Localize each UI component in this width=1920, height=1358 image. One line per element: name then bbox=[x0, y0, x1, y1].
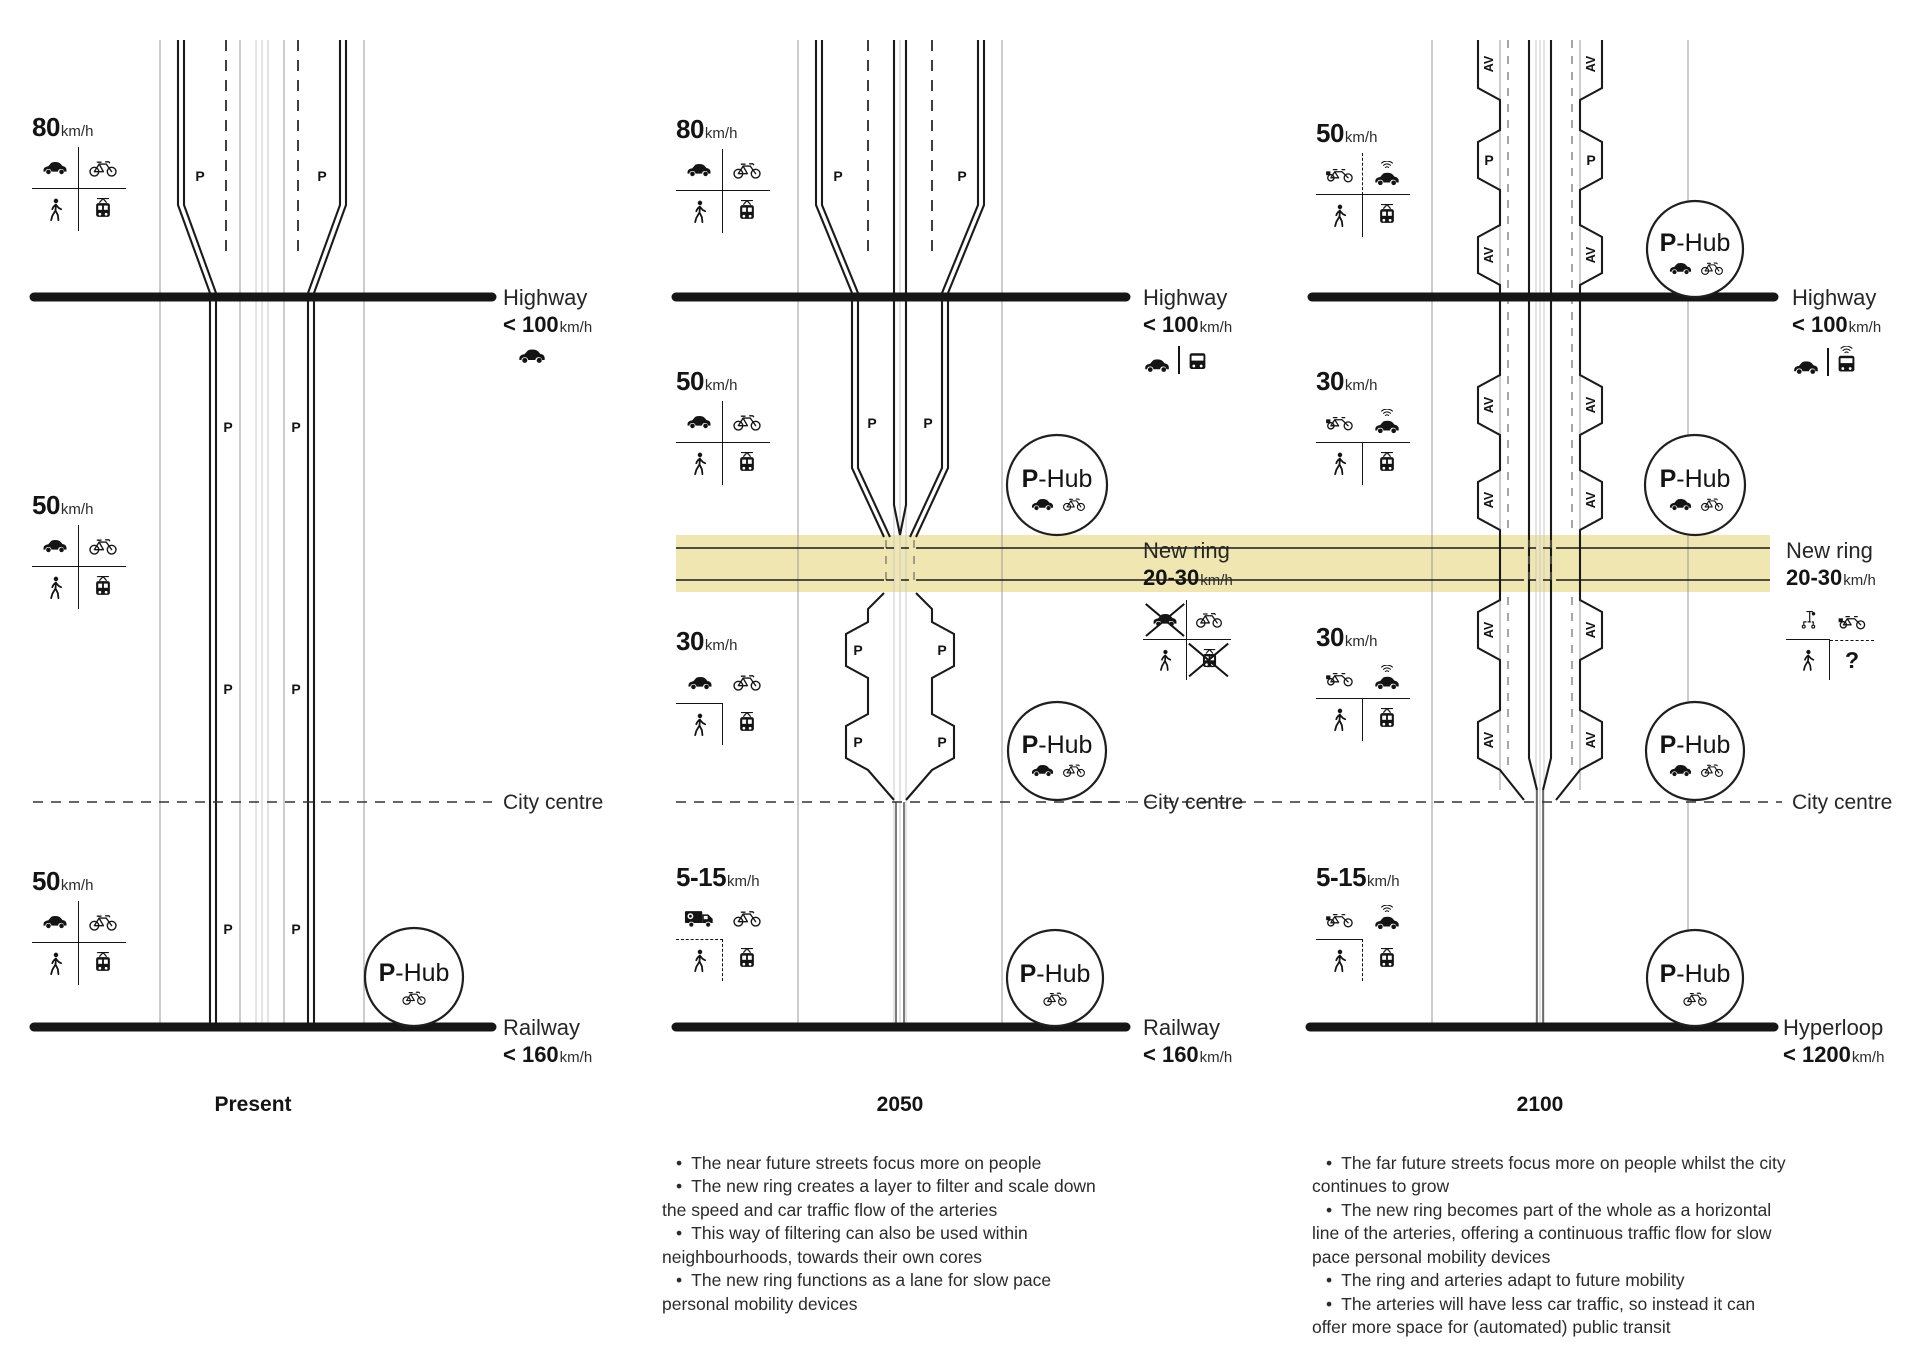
speed-block-50-2100 bbox=[1316, 118, 1410, 237]
speed-limit bbox=[676, 114, 770, 145]
bullet: • bbox=[676, 1223, 683, 1244]
mode-grid bbox=[1316, 657, 1410, 741]
tram-icon bbox=[1376, 203, 1398, 229]
p-hub bbox=[365, 928, 463, 1026]
speed-block-50-present-inner bbox=[32, 866, 126, 985]
marker-name: New ring bbox=[1143, 538, 1230, 563]
marker-limit: 20-30km/h bbox=[1786, 565, 1876, 591]
speed-unit: km/h bbox=[1344, 129, 1378, 146]
speed-limit bbox=[32, 866, 126, 897]
parking-mark: P bbox=[291, 681, 301, 697]
e-bike-icon bbox=[1324, 164, 1355, 183]
connected-car-icon bbox=[1373, 409, 1401, 435]
parking-mark: P bbox=[833, 168, 843, 184]
railway-label-2050 bbox=[1143, 1016, 1232, 1068]
speed-block-80-2050 bbox=[676, 114, 770, 233]
p-hub-label: P bbox=[1659, 731, 1677, 759]
marker-limit: < 1200km/h bbox=[1783, 1042, 1885, 1068]
connected-bus-icon bbox=[1836, 346, 1857, 376]
mode-grid bbox=[1316, 153, 1410, 237]
speed-value: 50 bbox=[32, 490, 60, 520]
speed-unit: km/h bbox=[1367, 873, 1400, 890]
car-icon bbox=[685, 161, 713, 178]
av-mark: AV bbox=[1482, 55, 1496, 73]
note-item bbox=[1312, 1152, 1794, 1199]
p-hub-label: -Hub bbox=[1676, 229, 1731, 257]
bicycle-icon bbox=[1195, 610, 1223, 629]
bicycle-icon bbox=[88, 536, 118, 556]
tram-icon bbox=[92, 197, 114, 223]
notes-2050 bbox=[662, 1152, 1114, 1316]
speed-limit bbox=[32, 490, 126, 521]
lane-lines bbox=[798, 40, 1002, 1027]
e-bike-icon bbox=[1837, 611, 1867, 630]
parking-mark: P bbox=[853, 734, 863, 750]
speed-block-30-2100 bbox=[1316, 366, 1410, 485]
mode-grid bbox=[32, 901, 126, 985]
note-item bbox=[1312, 1269, 1794, 1292]
parking-mark: P bbox=[291, 921, 301, 937]
p-hub-label: P bbox=[1659, 465, 1677, 493]
av-mark: AV bbox=[1482, 621, 1496, 639]
svg-text:P-Hub bbox=[1660, 465, 1731, 493]
lane-lines bbox=[1432, 40, 1688, 1027]
marker-limit: < 160km/h bbox=[1143, 1042, 1233, 1068]
bicycle-icon bbox=[732, 908, 762, 928]
av-mark: AV bbox=[1584, 55, 1598, 73]
connected-car-icon bbox=[1373, 665, 1401, 691]
av-mark: AV bbox=[1482, 396, 1496, 414]
p-hub bbox=[1646, 702, 1744, 800]
p-hub-label: -Hub bbox=[395, 959, 450, 987]
svg-text:P-Hub bbox=[1022, 731, 1093, 759]
svg-text:P-Hub bbox=[1022, 465, 1093, 493]
note-item bbox=[662, 1175, 1114, 1222]
parking-mark: P bbox=[923, 415, 933, 431]
bullet: • bbox=[1326, 1199, 1333, 1220]
svg-text:P-Hub bbox=[379, 959, 450, 987]
pedestrian-icon bbox=[47, 951, 64, 977]
speed-block-5-15-2100 bbox=[1316, 862, 1410, 981]
p-hub bbox=[1647, 201, 1743, 297]
svg-text:P-Hub bbox=[1660, 960, 1731, 988]
parking-mark: P bbox=[317, 168, 327, 184]
p-hub-label: -Hub bbox=[1036, 960, 1091, 988]
av-mark: AV bbox=[1482, 246, 1496, 264]
speed-unit: km/h bbox=[727, 873, 760, 890]
parking-mark: P bbox=[1586, 152, 1596, 168]
pedestrian-icon bbox=[691, 199, 708, 225]
mode-grid bbox=[1316, 401, 1410, 485]
note-text: The new ring creates a layer to filter and scale down the speed and car traffic flow of the arteries bbox=[662, 1176, 1096, 1220]
note-text: This way of filtering can also be used within neighbourhoods, towards their own cores bbox=[662, 1223, 1028, 1267]
marker-limit: < 100km/h bbox=[503, 312, 593, 338]
marker-name: Highway bbox=[503, 285, 588, 310]
divider bbox=[1827, 348, 1829, 376]
marker-name: New ring bbox=[1786, 538, 1873, 563]
av-mark: AV bbox=[1584, 621, 1598, 639]
bullet: • bbox=[1326, 1153, 1333, 1173]
speed-unit: km/h bbox=[704, 377, 738, 394]
bullet: • bbox=[676, 1270, 683, 1291]
note-item bbox=[662, 1269, 1114, 1316]
bicycle-icon bbox=[732, 412, 762, 432]
delivery-truck-icon bbox=[684, 908, 715, 928]
highway-label-2100 bbox=[1792, 286, 1881, 376]
speed-value: 30 bbox=[676, 626, 704, 656]
new-ring-band bbox=[676, 535, 1127, 592]
car-icon bbox=[517, 346, 547, 365]
marker-limit: < 100km/h bbox=[1792, 312, 1882, 338]
marker-limit: 20-30km/h bbox=[1143, 565, 1233, 591]
note-item bbox=[662, 1222, 1114, 1269]
marker-name: Highway bbox=[1143, 285, 1228, 310]
p-hub-label: P bbox=[1659, 229, 1677, 257]
car-icon bbox=[41, 159, 69, 176]
e-bike-icon bbox=[1324, 412, 1355, 431]
pedestrian-icon bbox=[1157, 648, 1173, 673]
p-hub-label: P bbox=[1019, 960, 1037, 988]
car-icon bbox=[1143, 356, 1171, 374]
note-item bbox=[1312, 1199, 1794, 1269]
parking-mark: P bbox=[195, 168, 205, 184]
note-text: The new ring functions as a lane for slow pace personal mobility devices bbox=[662, 1270, 1052, 1314]
speed-block-30-2100-inner bbox=[1316, 622, 1410, 741]
speed-unit: km/h bbox=[1344, 377, 1378, 394]
note-text: The near future streets focus more on people bbox=[691, 1153, 1042, 1173]
marker-name: Hyperloop bbox=[1783, 1015, 1884, 1040]
tram-icon bbox=[736, 947, 758, 973]
connected-car-icon bbox=[1373, 905, 1401, 931]
speed-value: 80 bbox=[32, 112, 60, 142]
speed-block-50-2050 bbox=[676, 366, 770, 485]
e-bike-icon bbox=[1324, 668, 1355, 687]
parking-mark: P bbox=[223, 419, 233, 435]
note-text: The arteries will have less car traffic, so instead it can offer more space for (automated) public transit bbox=[1312, 1293, 1756, 1338]
parking-mark: P bbox=[957, 168, 967, 184]
panel-title-2050: 2050 bbox=[876, 1093, 924, 1116]
p-hub-label: -Hub bbox=[1676, 731, 1731, 759]
speed-value: 30 bbox=[1316, 622, 1344, 652]
new-ring-label-2050 bbox=[1143, 539, 1233, 680]
marker-limit: < 100km/h bbox=[1143, 312, 1233, 338]
av-mark: AV bbox=[1584, 246, 1598, 264]
e-bike-icon bbox=[1324, 909, 1355, 928]
pedestrian-icon bbox=[1800, 648, 1816, 673]
car-icon bbox=[41, 537, 69, 554]
mode-grid bbox=[676, 401, 770, 485]
mode-grid bbox=[1316, 897, 1410, 981]
notes-2100 bbox=[1312, 1152, 1794, 1340]
speed-limit bbox=[676, 626, 770, 657]
note-text: The far future streets focus more on people whilst the city continues to grow bbox=[1312, 1153, 1786, 1197]
marker-modes bbox=[1143, 346, 1232, 374]
p-hub bbox=[1007, 930, 1103, 1026]
speed-value: 5-15 bbox=[676, 862, 727, 892]
pedestrian-icon bbox=[47, 197, 64, 223]
p-hub-label: -Hub bbox=[1038, 731, 1093, 759]
connected-car-icon bbox=[1373, 161, 1401, 187]
pedestrian-icon bbox=[691, 451, 708, 477]
speed-unit: km/h bbox=[60, 501, 94, 518]
parking-mark: P bbox=[853, 642, 863, 658]
marker-modes bbox=[1792, 346, 1881, 376]
car-icon bbox=[686, 674, 714, 691]
speed-limit bbox=[676, 862, 770, 893]
bullet: • bbox=[676, 1176, 683, 1197]
pedestrian-icon bbox=[47, 575, 64, 601]
unknown-mode-icon: ? bbox=[1844, 647, 1860, 674]
mode-grid bbox=[32, 525, 126, 609]
speed-block-50-present bbox=[32, 490, 126, 609]
pedestrian-icon bbox=[1331, 203, 1348, 229]
bullet: • bbox=[1326, 1270, 1333, 1291]
speed-block-80-present bbox=[32, 112, 126, 231]
p-hub bbox=[1645, 435, 1745, 535]
tram-icon bbox=[92, 951, 114, 977]
speed-unit: km/h bbox=[1344, 633, 1378, 650]
svg-text:P-Hub bbox=[1660, 229, 1731, 257]
bicycle-icon bbox=[88, 158, 118, 178]
mode-grid bbox=[676, 661, 770, 745]
ring-mode-grid bbox=[1786, 600, 1876, 680]
p-hub-label: P bbox=[1021, 731, 1039, 759]
p-hub-label: P bbox=[1021, 465, 1039, 493]
speed-limit bbox=[1316, 862, 1410, 893]
marker-modes bbox=[517, 346, 592, 365]
ring-mode-grid bbox=[1143, 600, 1233, 680]
highway-label-present bbox=[503, 286, 592, 365]
p-hub-label: -Hub bbox=[1676, 465, 1731, 493]
hyperloop-label-2100 bbox=[1783, 1016, 1884, 1068]
av-mark: AV bbox=[1482, 491, 1496, 509]
speed-unit: km/h bbox=[60, 877, 94, 894]
tram-icon bbox=[1376, 947, 1398, 973]
bicycle-icon bbox=[88, 912, 118, 932]
car-icon bbox=[1792, 358, 1820, 376]
speed-value: 5-15 bbox=[1316, 862, 1367, 892]
av-mark: AV bbox=[1584, 731, 1598, 749]
note-item bbox=[662, 1152, 1114, 1175]
svg-text:P-Hub bbox=[1660, 731, 1731, 759]
pedestrian-icon bbox=[691, 948, 708, 974]
note-item bbox=[1312, 1293, 1794, 1340]
lane-lines bbox=[160, 40, 364, 1027]
speed-limit bbox=[32, 112, 126, 143]
speed-unit: km/h bbox=[704, 125, 738, 142]
p-hub-label: P bbox=[1659, 960, 1677, 988]
pedestrian-icon bbox=[1331, 707, 1348, 733]
tram-icon bbox=[736, 711, 758, 737]
p-hub-label: P bbox=[378, 959, 396, 987]
bus-icon bbox=[1187, 350, 1208, 374]
panel-title-present: Present bbox=[214, 1093, 292, 1116]
bullet: • bbox=[676, 1153, 683, 1173]
parking-mark: P bbox=[867, 415, 877, 431]
speed-value: 80 bbox=[676, 114, 704, 144]
city-centre-label-present: City centre bbox=[503, 791, 604, 814]
tram-icon bbox=[1376, 451, 1398, 477]
speed-block-30-2050 bbox=[676, 626, 770, 745]
speed-unit: km/h bbox=[704, 637, 738, 654]
speed-value: 50 bbox=[1316, 118, 1344, 148]
speed-limit bbox=[676, 366, 770, 397]
note-text: The new ring becomes part of the whole as a horizontal line of the arteries, offering a continuous traffic flow for slow pace personal mobility devices bbox=[1312, 1199, 1772, 1267]
tram-icon bbox=[736, 451, 758, 477]
p-hub bbox=[1647, 930, 1743, 1026]
e-scooter-icon bbox=[1799, 608, 1818, 631]
svg-text:P-Hub bbox=[1020, 960, 1091, 988]
parking-mark: P bbox=[291, 419, 301, 435]
highway-label-2050 bbox=[1143, 286, 1232, 374]
car-icon bbox=[41, 913, 69, 930]
bicycle-icon bbox=[732, 160, 762, 180]
car-icon bbox=[685, 413, 713, 430]
pedestrian-icon bbox=[1331, 451, 1348, 477]
note-text: The ring and arteries adapt to future mobility bbox=[1341, 1270, 1685, 1291]
mode-grid bbox=[676, 149, 770, 233]
new-ring-label-2100 bbox=[1786, 539, 1876, 680]
p-hub-label: -Hub bbox=[1676, 960, 1731, 988]
p-hub-label: -Hub bbox=[1038, 465, 1093, 493]
mode-grid bbox=[32, 147, 126, 231]
marker-name: Railway bbox=[503, 1015, 581, 1040]
p-hub bbox=[1007, 435, 1107, 535]
pedestrian-icon bbox=[1331, 948, 1348, 974]
parking-mark: P bbox=[937, 734, 947, 750]
railway-label-present bbox=[503, 1016, 592, 1068]
av-mark: AV bbox=[1584, 491, 1598, 509]
parking-mark: P bbox=[937, 642, 947, 658]
parking-mark: P bbox=[1484, 152, 1494, 168]
bullet: • bbox=[1326, 1293, 1333, 1314]
city-centre-label-2100: City centre bbox=[1792, 791, 1893, 814]
speed-value: 50 bbox=[32, 866, 60, 896]
parking-mark: P bbox=[223, 681, 233, 697]
speed-unit: km/h bbox=[60, 123, 94, 140]
mode-grid bbox=[676, 897, 770, 981]
speed-value: 50 bbox=[676, 366, 704, 396]
panel-title-2100: 2100 bbox=[1516, 1093, 1564, 1116]
divider bbox=[1178, 346, 1180, 374]
marker-limit: < 160km/h bbox=[503, 1042, 593, 1068]
pedestrian-icon bbox=[691, 712, 708, 738]
tram-icon bbox=[736, 199, 758, 225]
city-centre-label-2050: City centre bbox=[1143, 791, 1244, 814]
tram-icon bbox=[92, 575, 114, 601]
speed-block-5-15-2050 bbox=[676, 862, 770, 981]
speed-limit bbox=[1316, 118, 1410, 149]
speed-value: 30 bbox=[1316, 366, 1344, 396]
av-mark: AV bbox=[1584, 396, 1598, 414]
tram-icon bbox=[1376, 707, 1398, 733]
speed-limit bbox=[1316, 622, 1410, 653]
marker-name: Railway bbox=[1143, 1015, 1221, 1040]
p-hub bbox=[1008, 702, 1106, 800]
speed-limit bbox=[1316, 366, 1410, 397]
marker-name: Highway bbox=[1792, 285, 1877, 310]
av-mark: AV bbox=[1482, 731, 1496, 749]
road-2100 bbox=[1074, 40, 1782, 1027]
parking-mark: P bbox=[223, 921, 233, 937]
bicycle-icon bbox=[732, 672, 762, 692]
